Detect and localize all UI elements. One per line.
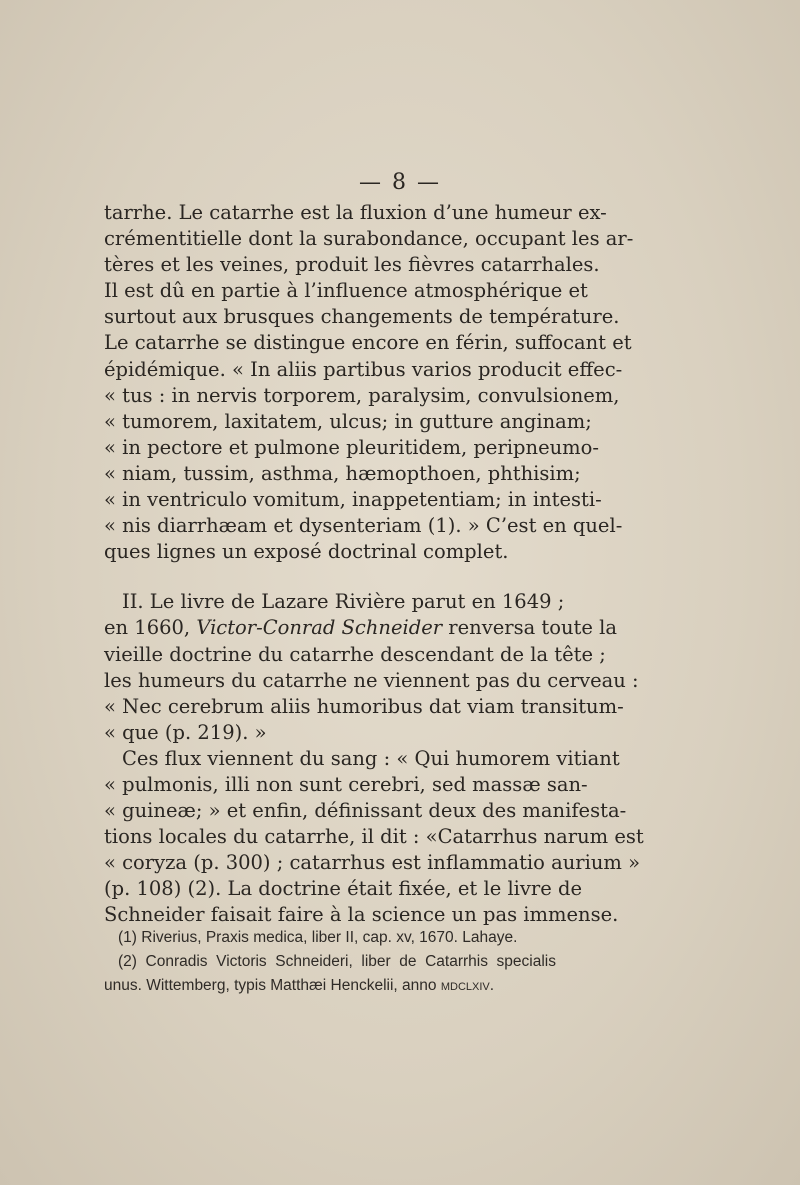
- paragraph-1: [104, 200, 634, 565]
- text-line: « in ventriculo vomitum, inappetentiam; in intesti-: [104, 488, 602, 512]
- text-line: Ces flux viennent du sang : « Qui humorem vitiant: [122, 746, 620, 770]
- text-line: surtout aux brusques changements de température.: [104, 305, 620, 329]
- text-line: « coryza (p. 300) ; catarrhus est inflammatio aurium »: [104, 851, 641, 875]
- text-line: Le catarrhe se distingue encore en férin, suffocant et: [104, 331, 632, 355]
- text-run: en 1660,: [104, 616, 197, 640]
- body-text: [104, 200, 644, 929]
- roman-year: mdclxiv: [440, 977, 490, 994]
- text-line: épidémique. « In aliis partibus varios producit effec-: [104, 357, 623, 381]
- text-line: « tumorem, laxitatem, ulcus; in gutture anginam;: [104, 409, 592, 433]
- text-line: tères et les veines, produit les fièvres catarrhales.: [104, 253, 600, 277]
- paragraph-gap: [104, 565, 556, 589]
- footnote-2: (2) Conradis Victoris Schneideri, liber de Catarrhis specialis: [118, 953, 556, 970]
- text-run: unus. Wittemberg, typis Matthæi Henckelii, anno: [104, 977, 441, 994]
- text-line: tarrhe. Le catarrhe est la fluxion d’une humeur ex-: [104, 201, 607, 224]
- text-line: vieille doctrine du catarrhe descendant de la tête ;: [104, 642, 606, 666]
- text-run: .: [489, 977, 495, 994]
- text-line: Schneider faisait faire à la science un pas immense.: [104, 903, 619, 927]
- text-line: les humeurs du catarrhe ne viennent pas du cerveau :: [104, 668, 639, 692]
- text-line: Il est dû en partie à l’influence atmosphérique et: [104, 279, 588, 303]
- text-line: « nis diarrhæam et dysenteriam (1). » C’est en quel-: [104, 514, 623, 538]
- text-line: ques lignes un exposé doctrinal complet.: [104, 540, 509, 564]
- text-line: « in pectore et pulmone pleuritidem, peripneumo-: [104, 435, 599, 459]
- text-line: « Nec cerebrum aliis humoribus dat viam transitum-: [104, 694, 624, 718]
- paragraph-2: [104, 589, 639, 746]
- footnote-2-continuation: [104, 974, 556, 998]
- text-line: « pulmonis, illi non sunt cerebri, sed massæ san-: [104, 772, 588, 796]
- text-run: renversa toute la: [442, 616, 617, 640]
- text-line: « guineæ; » et enfin, définissant deux des manifesta-: [104, 799, 627, 823]
- text-line: II. Le livre de Lazare Rivière parut en 1649 ;: [122, 590, 565, 614]
- text-line: tions locales du catarrhe, il dit : «Catarrhus narum est: [104, 825, 644, 849]
- text-line: « niam, tussim, asthma, hæmopthoen, phthisim;: [104, 461, 581, 485]
- text-line: [104, 615, 617, 641]
- footnotes: [104, 926, 556, 998]
- text-line: crémentitielle dont la surabondance, occupant les ar-: [104, 227, 634, 251]
- text-line: « tus : in nervis torporem, paralysim, convulsionem,: [104, 383, 620, 407]
- text-line: « que (p. 219). »: [104, 720, 267, 744]
- page-number: — 8 —: [359, 170, 441, 195]
- author-name: Victor-Conrad Schneider: [196, 616, 443, 640]
- text-line: (p. 108) (2). La doctrine était fixée, et le livre de: [104, 877, 583, 901]
- paragraph-3: [104, 746, 644, 929]
- footnote-1: (1) Riverius, Praxis medica, liber II, cap. xv, 1670. Lahaye.: [118, 929, 518, 946]
